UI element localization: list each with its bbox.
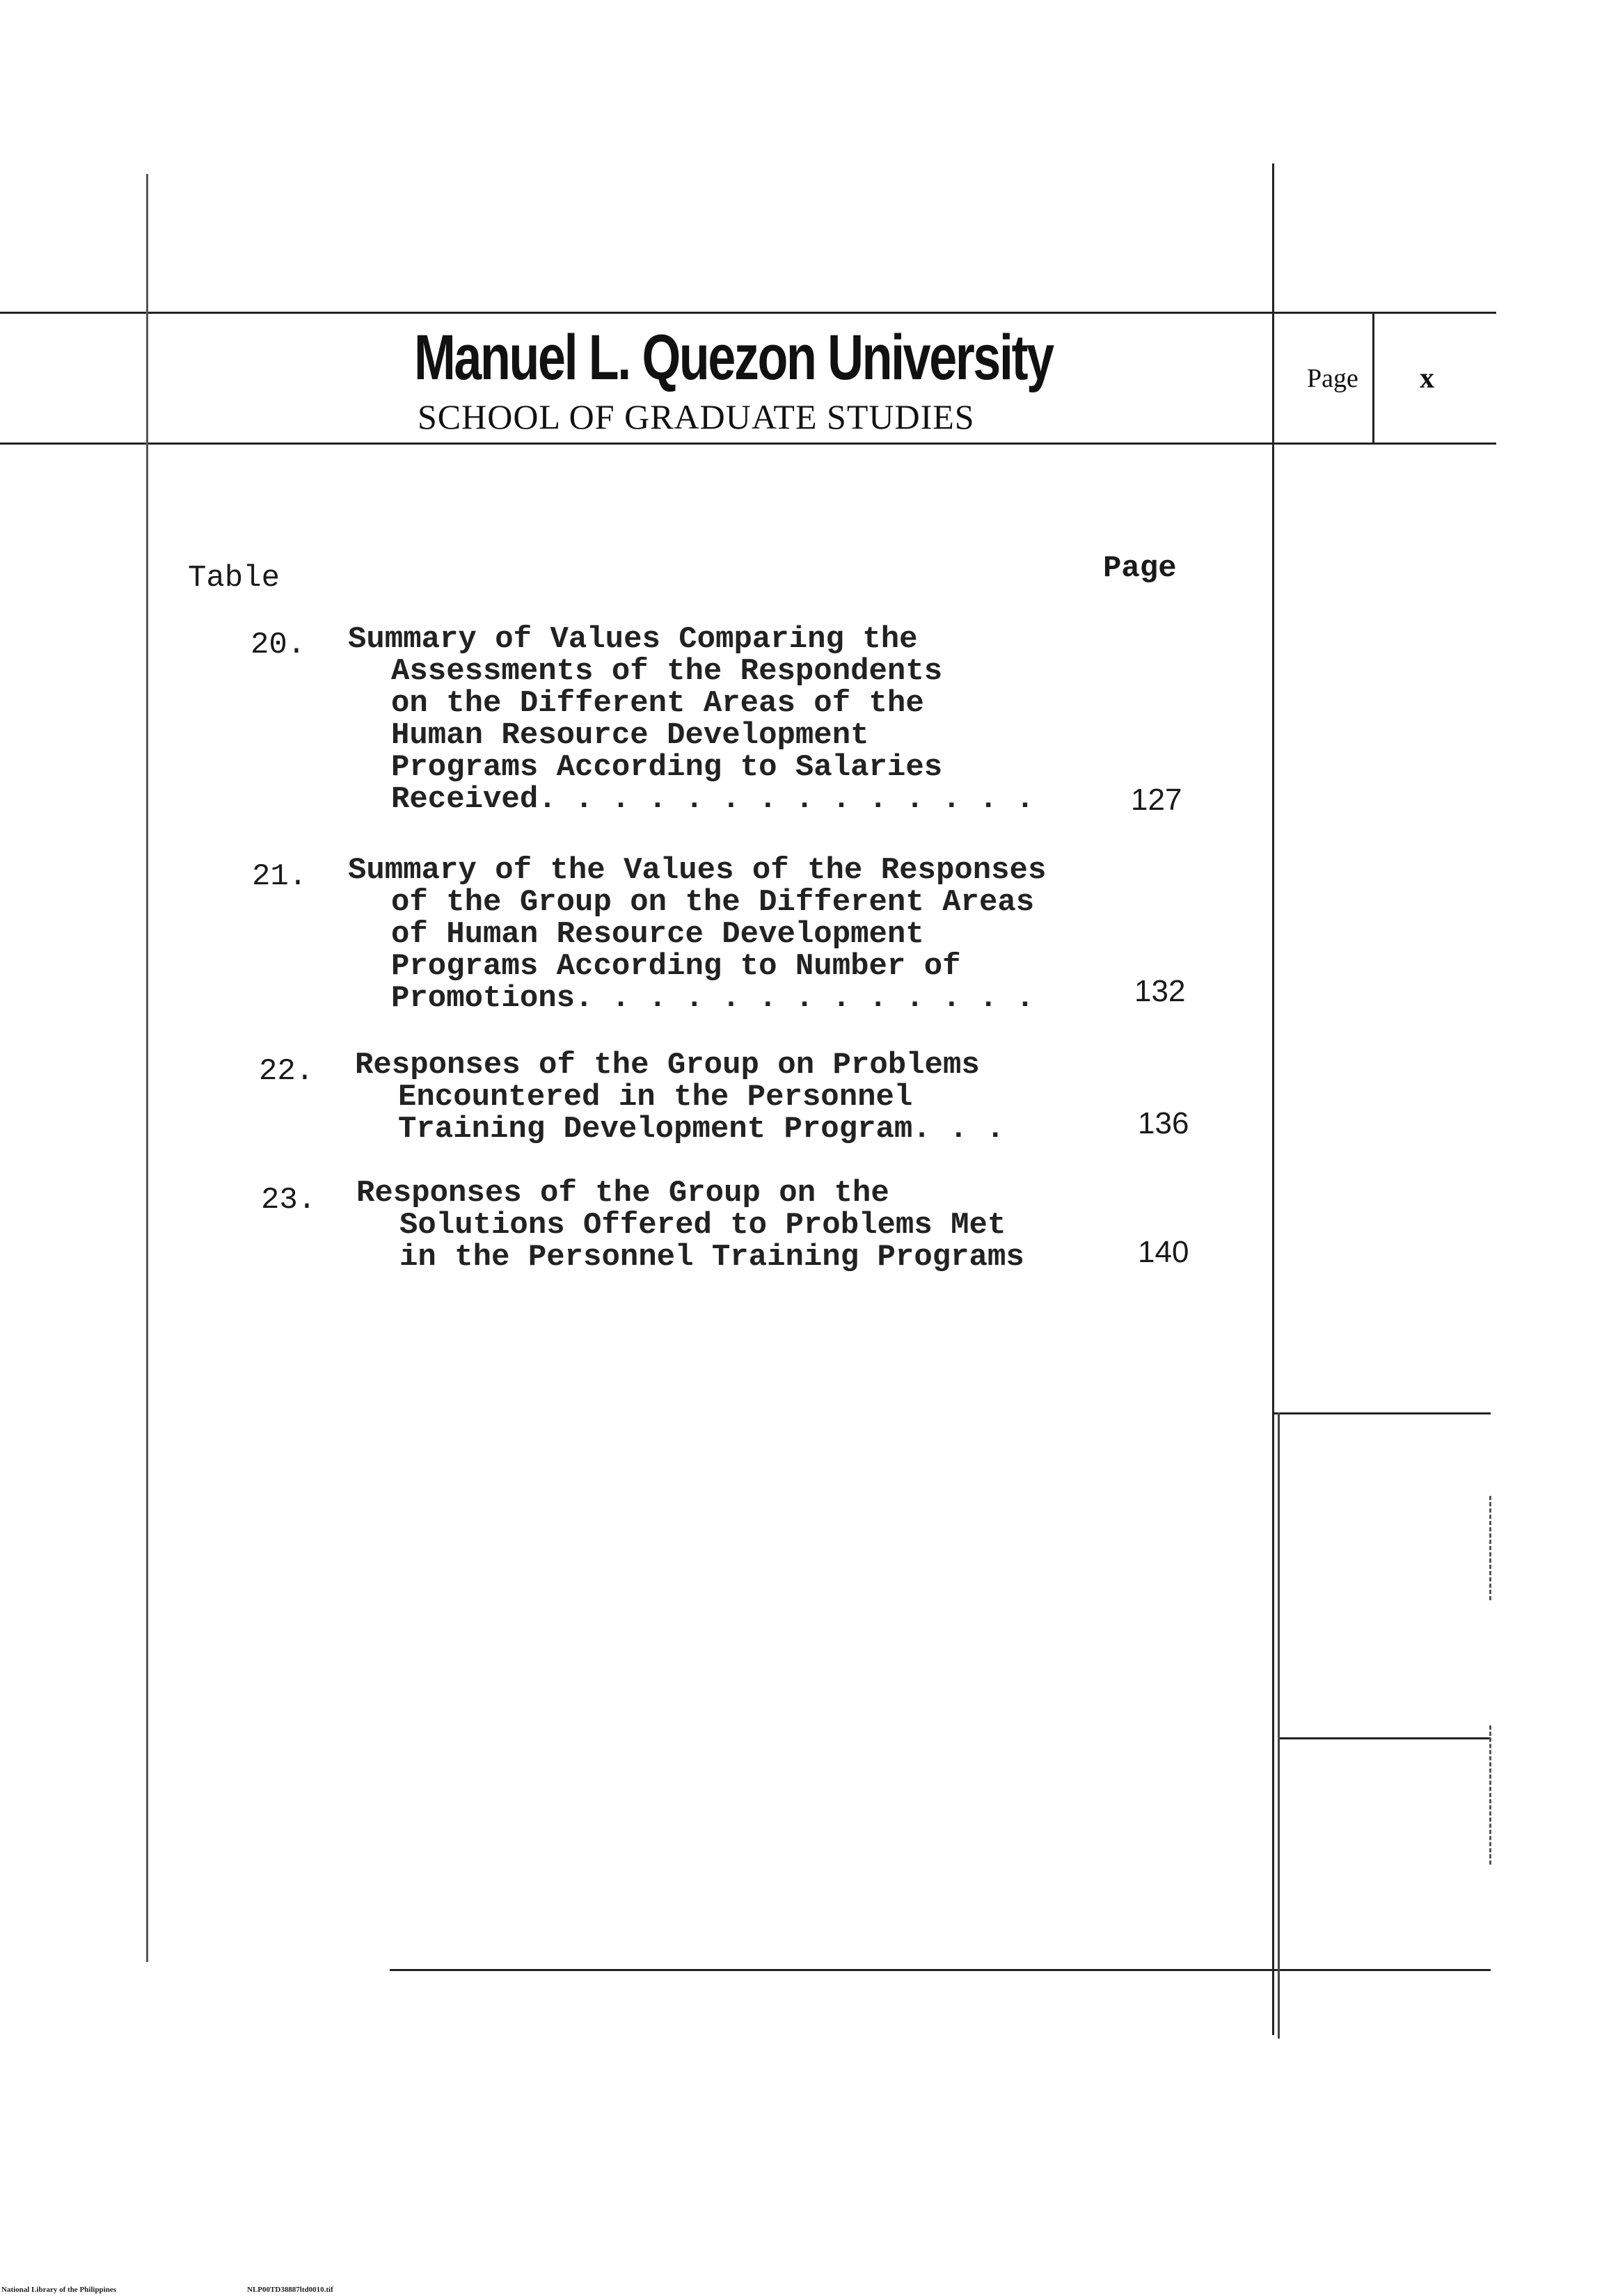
entry-23-title bbox=[356, 1177, 1024, 1273]
right-edge-mark-2 bbox=[1489, 1725, 1491, 1865]
university-name: Manuel L. Quezon University bbox=[414, 322, 1053, 393]
entry-22-line: Training Development Program. . . bbox=[398, 1112, 1005, 1147]
entry-21-number: 21. bbox=[252, 859, 308, 894]
side-rule-1 bbox=[1274, 1412, 1491, 1414]
lower-side-rule bbox=[1278, 1412, 1280, 2039]
entry-20-line: on the Different Areas of the bbox=[391, 686, 924, 721]
entry-20-title bbox=[348, 623, 1034, 815]
right-edge-mark bbox=[1489, 1496, 1491, 1600]
side-rule-2 bbox=[1278, 1737, 1491, 1739]
entry-20-line: Assessments of the Respondents bbox=[391, 654, 943, 689]
entry-20-line: Summary of Values Comparing the bbox=[348, 622, 918, 657]
entry-21-line: Promotions. . . . . . . . . . . . . bbox=[391, 981, 1035, 1016]
entry-21-title bbox=[348, 854, 1046, 1014]
header-page-label: Page bbox=[1307, 364, 1358, 393]
footer-library: National Library of the Philippines bbox=[1, 2286, 117, 2294]
entry-23-line: Solutions Offered to Problems Met bbox=[399, 1208, 1006, 1243]
entry-22-line: Responses of the Group on Problems bbox=[355, 1048, 980, 1083]
entry-23-page: 140 bbox=[1138, 1235, 1189, 1269]
entry-21-page: 132 bbox=[1134, 974, 1186, 1008]
header-page-number: x bbox=[1420, 362, 1434, 394]
entry-20-line: Human Resource Development bbox=[391, 718, 869, 753]
right-margin-rule bbox=[1272, 164, 1274, 2035]
entry-20-number: 20. bbox=[251, 628, 306, 662]
entry-21-line: Programs According to Number of bbox=[391, 949, 961, 984]
entry-22-page: 136 bbox=[1138, 1106, 1189, 1140]
entry-23-number: 23. bbox=[261, 1183, 317, 1218]
entry-21-line: Summary of the Values of the Responses bbox=[348, 853, 1047, 888]
entry-20-line: Received. . . . . . . . . . . . . . bbox=[391, 782, 1035, 817]
entry-21-line: of Human Resource Development bbox=[391, 917, 924, 952]
school-name: SCHOOL OF GRADUATE STUDIES bbox=[418, 397, 975, 436]
entry-23-line: Responses of the Group on the bbox=[356, 1176, 889, 1211]
entry-22-number: 22. bbox=[259, 1054, 315, 1089]
entry-23-line: in the Personnel Training Programs bbox=[399, 1240, 1024, 1275]
left-margin-rule bbox=[146, 174, 148, 1962]
page-box-divider bbox=[1372, 312, 1374, 444]
table-column-label: Table bbox=[188, 561, 280, 596]
entry-21-line: of the Group on the Different Areas bbox=[391, 885, 1035, 920]
page-column-label: Page bbox=[1103, 551, 1177, 586]
footer-file-id: NLP00TD38887ltd0010.tif bbox=[247, 2286, 333, 2294]
entry-20-page: 127 bbox=[1131, 783, 1182, 817]
bottom-rule bbox=[390, 1969, 1491, 1971]
entry-22-title bbox=[355, 1049, 1004, 1145]
entry-22-line: Encountered in the Personnel bbox=[398, 1080, 913, 1115]
entry-20-line: Programs According to Salaries bbox=[391, 750, 943, 785]
